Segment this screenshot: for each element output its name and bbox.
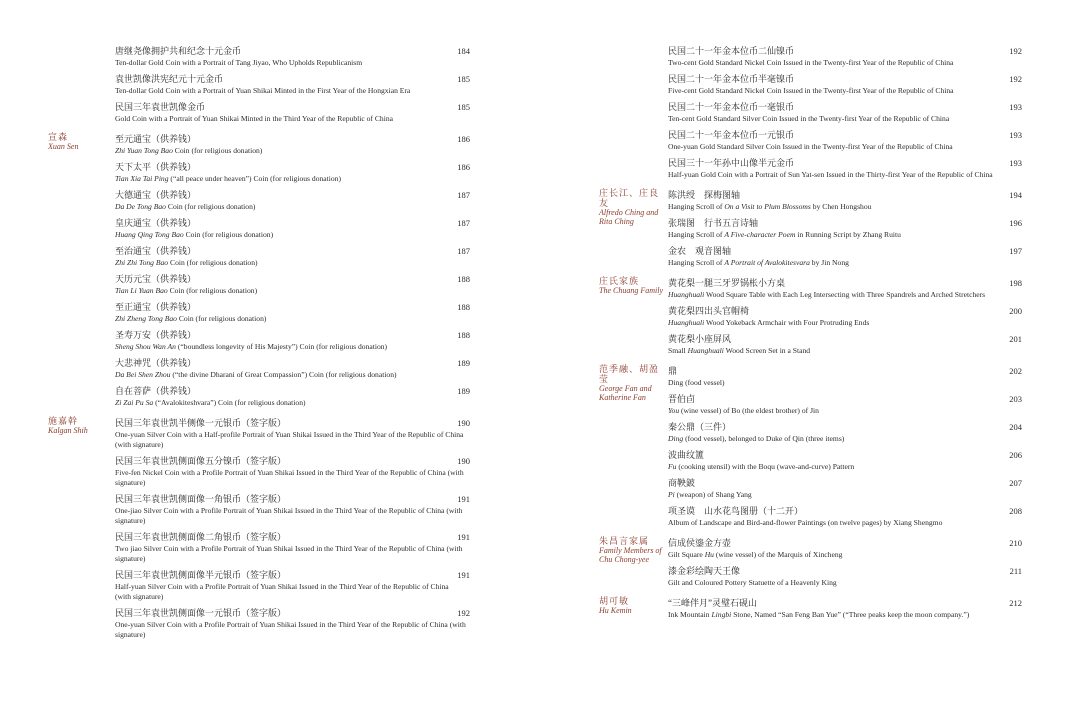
donor-label: 胡可敏 Hu Kemin [599,596,632,615]
donor-label: 庄氏家族 The Chuang Family [599,276,663,295]
list-item: 金农 观音图轴 197 Hanging Scroll of A Portrait of Avalokitesvara by Jin Nong [668,246,1022,267]
list-item: 黄花梨一腿三牙罗锅枨小方桌 198 Huanghuali Wood Square Table with Each Leg Intersecting with Three Spandrels and Arched Stretchers [668,278,1022,299]
list-item: 民国三年袁世凯侧面像一元银币（签字版） 192 One-yuan Silver Coin with a Profile Portrait of Yuan Shikai Issued in the Third Year of the Republic of China (with signature) [115,608,470,639]
page-number: 184 [457,46,470,56]
list-item: 大悲神咒（供养钱） 189 Da Bei Shen Zhou (“the divine Dharani of Great Compassion”) Coin (for religious donation) [115,358,470,379]
list-item: 秦公鼎（三件） 204 Ding (food vessel), belonged to Duke of Qin (three items) [668,422,1022,443]
list-item: 项圣谟 山水花鸟图册（十二开） 208 Album of Landscape and Bird-and-flower Paintings (on twelve pages) by Xiang Shengmo [668,506,1022,527]
list-item: 民国三年袁世凯侧面像一角银币（签字版） 191 One-jiao Silver Coin with a Profile Portrait of Yuan Shikai Issued in the Third Year of the Republic of China (with signature) [115,494,470,525]
donor-group-hu [599,596,1024,620]
list-item: 民国三年袁世凯侧面像二角银币（签字版） 191 Two jiao Silver Coin with a Profile Portrait of Yuan Shikai Issued in the Third Year of the Republic of China (with signature) [115,532,470,563]
donor-group-chu [599,536,1024,588]
list-item: 大德通宝（供养钱） 187 Da De Tong Bao Coin (for religious donation) [115,190,470,211]
donor-label: 朱昌言家属 Family Members of Chu Chong-yee [599,536,662,564]
list-item: 自在菩萨（供养钱） 189 Zi Zai Pu Sa (“Avalokiteshvara”) Coin (for religious donation) [115,386,470,407]
list-item: 至正通宝（供养钱） 188 Zhi Zheng Tong Bao Coin (for religious donation) [115,302,470,323]
list-item: 民国三年袁世凯侧面像半元银币（签字版） 191 Half-yuan Silver Coin with a Profile Portrait of Yuan Shikai Issued in the Third Year of the Republic of China (with signature) [115,570,470,601]
list-item: 鼎 202 Ding (food vessel) [668,366,1022,387]
list-item: 唐继尧像拥护共和纪念十元金币 184 Ten-dollar Gold Coin with a Portrait of Tang Jiyao, Who Upholds Republicanism [115,46,470,67]
list-item: 天下太平（供养钱） 186 Tian Xia Tai Ping (“all peace under heaven”) Coin (for religious donation) [115,162,470,183]
list-item: 晋伯卣 203 You (wine vessel) of Bo (the eldest brother) of Jin [668,394,1022,415]
list-item: 黄花梨小座屏风 201 Small Huanghuali Wood Screen Set in a Stand [668,334,1022,355]
donor-label: 施嘉幹 Kalgan Shih [48,416,88,435]
donor-group-chuang-family [599,276,1024,356]
left-column [48,44,472,644]
list-item: “三峰伴月”灵璧石砚山 212 Ink Mountain Lingbi Stone, Named “San Feng Ban Yue” (“Three peaks keep the moon company.”) [668,598,1022,619]
donor-label: 宣森 Xuan Sen [48,132,79,151]
right-column [599,44,1024,624]
list-item: 民国三十一年孙中山像半元金币 193 Half-yuan Gold Coin with a Portrait of Sun Yat-sen Issued in the Thirty-first Year of the Republic of China [668,158,1022,179]
list-item: 至元通宝（供养钱） 186 Zhi Yuan Tong Bao Coin (for religious donation) [115,134,470,155]
list-item: 商鞅鈹 207 Pi (weapon) of Shang Yang [668,478,1022,499]
page-number: 185 [457,102,470,112]
group [599,44,1024,180]
donor-group-xuan-sen [48,132,472,408]
donor-label: 范季融、胡盈莹 George Fan and Katherine Fan [599,364,660,402]
list-item: 袁世凯像洪宪纪元十元金币 185 Ten-dollar Gold Coin with a Portrait of Yuan Shikai Minted in the First Year of the Hongxian Era [115,74,470,95]
list-item: 波曲纹簠 206 Fu (cooking utensil) with the Boqu (wave-and-curve) Pattern [668,450,1022,471]
list-item: 张瑞图 行书五言诗轴 196 Hanging Scroll of A Five-character Poem in Running Script by Zhang Ruitu [668,218,1022,239]
list-item: 信成侯鎏金方壶 210 Gilt Square Hu (wine vessel) of the Marquis of Xincheng [668,538,1022,559]
donor-label: 庄长江、庄良友 Alfredo Ching and Rita Ching [599,188,660,226]
list-item: 民国二十一年金本位币二仙镍币 192 Two-cent Gold Standard Nickel Coin Issued in the Twenty-first Year of the Republic of China [668,46,1022,67]
list-item: 民国三年袁世凯半侧像一元银币（签字版） 190 One-yuan Silver Coin with a Half-profile Portrait of Yuan Shikai Issued in the Third Year of the Republic of China (with signature) [115,418,470,449]
list-item: 民国三年袁世凯侧面像五分镍币（签字版） 190 Five-fen Nickel Coin with a Profile Portrait of Yuan Shikai Issued in the Third Year of the Republic of China (with signature) [115,456,470,487]
donor-group-kalgan-shih [48,416,472,640]
list-item: 至治通宝（供养钱） 187 Zhi Zhi Tong Bao Coin (for religious donation) [115,246,470,267]
list-item: 漆金彩绘陶天王像 211 Gilt and Coloured Pottery Statuette of a Heavenly King [668,566,1022,587]
list-item: 圣寿万安（供养钱） 188 Sheng Shou Wan An (“boundless longevity of His Majesty”) Coin (for religious donation) [115,330,470,351]
page-number: 185 [457,74,470,84]
donor-group-ching [599,188,1024,268]
list-item: 民国三年袁世凯像金币 185 Gold Coin with a Portrait of Yuan Shikai Minted in the Third Year of the Republic of China [115,102,470,123]
list-item: 皇庆通宝（供养钱） 187 Huang Qing Tong Bao Coin (for religious donation) [115,218,470,239]
list-item: 民国二十一年金本位币半毫镍币 192 Five-cent Gold Standard Nickel Coin Issued in the Twenty-first Year of the Republic of China [668,74,1022,95]
group [48,44,472,124]
list-item: 民国二十一年金本位币一毫银币 193 Ten-cent Gold Standard Silver Coin Issued in the Twenty-first Year of the Republic of China [668,102,1022,123]
list-item: 陈洪绶 探梅图轴 194 Hanging Scroll of On a Visit to Plum Blossoms by Chen Hongshou [668,190,1022,211]
list-item: 天历元宝（供养钱） 188 Tian Li Yuan Bao Coin (for religious donation) [115,274,470,295]
donor-group-fan [599,364,1024,528]
list-item: 黄花梨四出头官帽椅 200 Huanghuali Wood Yokeback Armchair with Four Protruding Ends [668,306,1022,327]
list-item: 民国二十一年金本位币一元银币 193 One-yuan Gold Standard Silver Coin Issued in the Twenty-first Year of the Republic of China [668,130,1022,151]
